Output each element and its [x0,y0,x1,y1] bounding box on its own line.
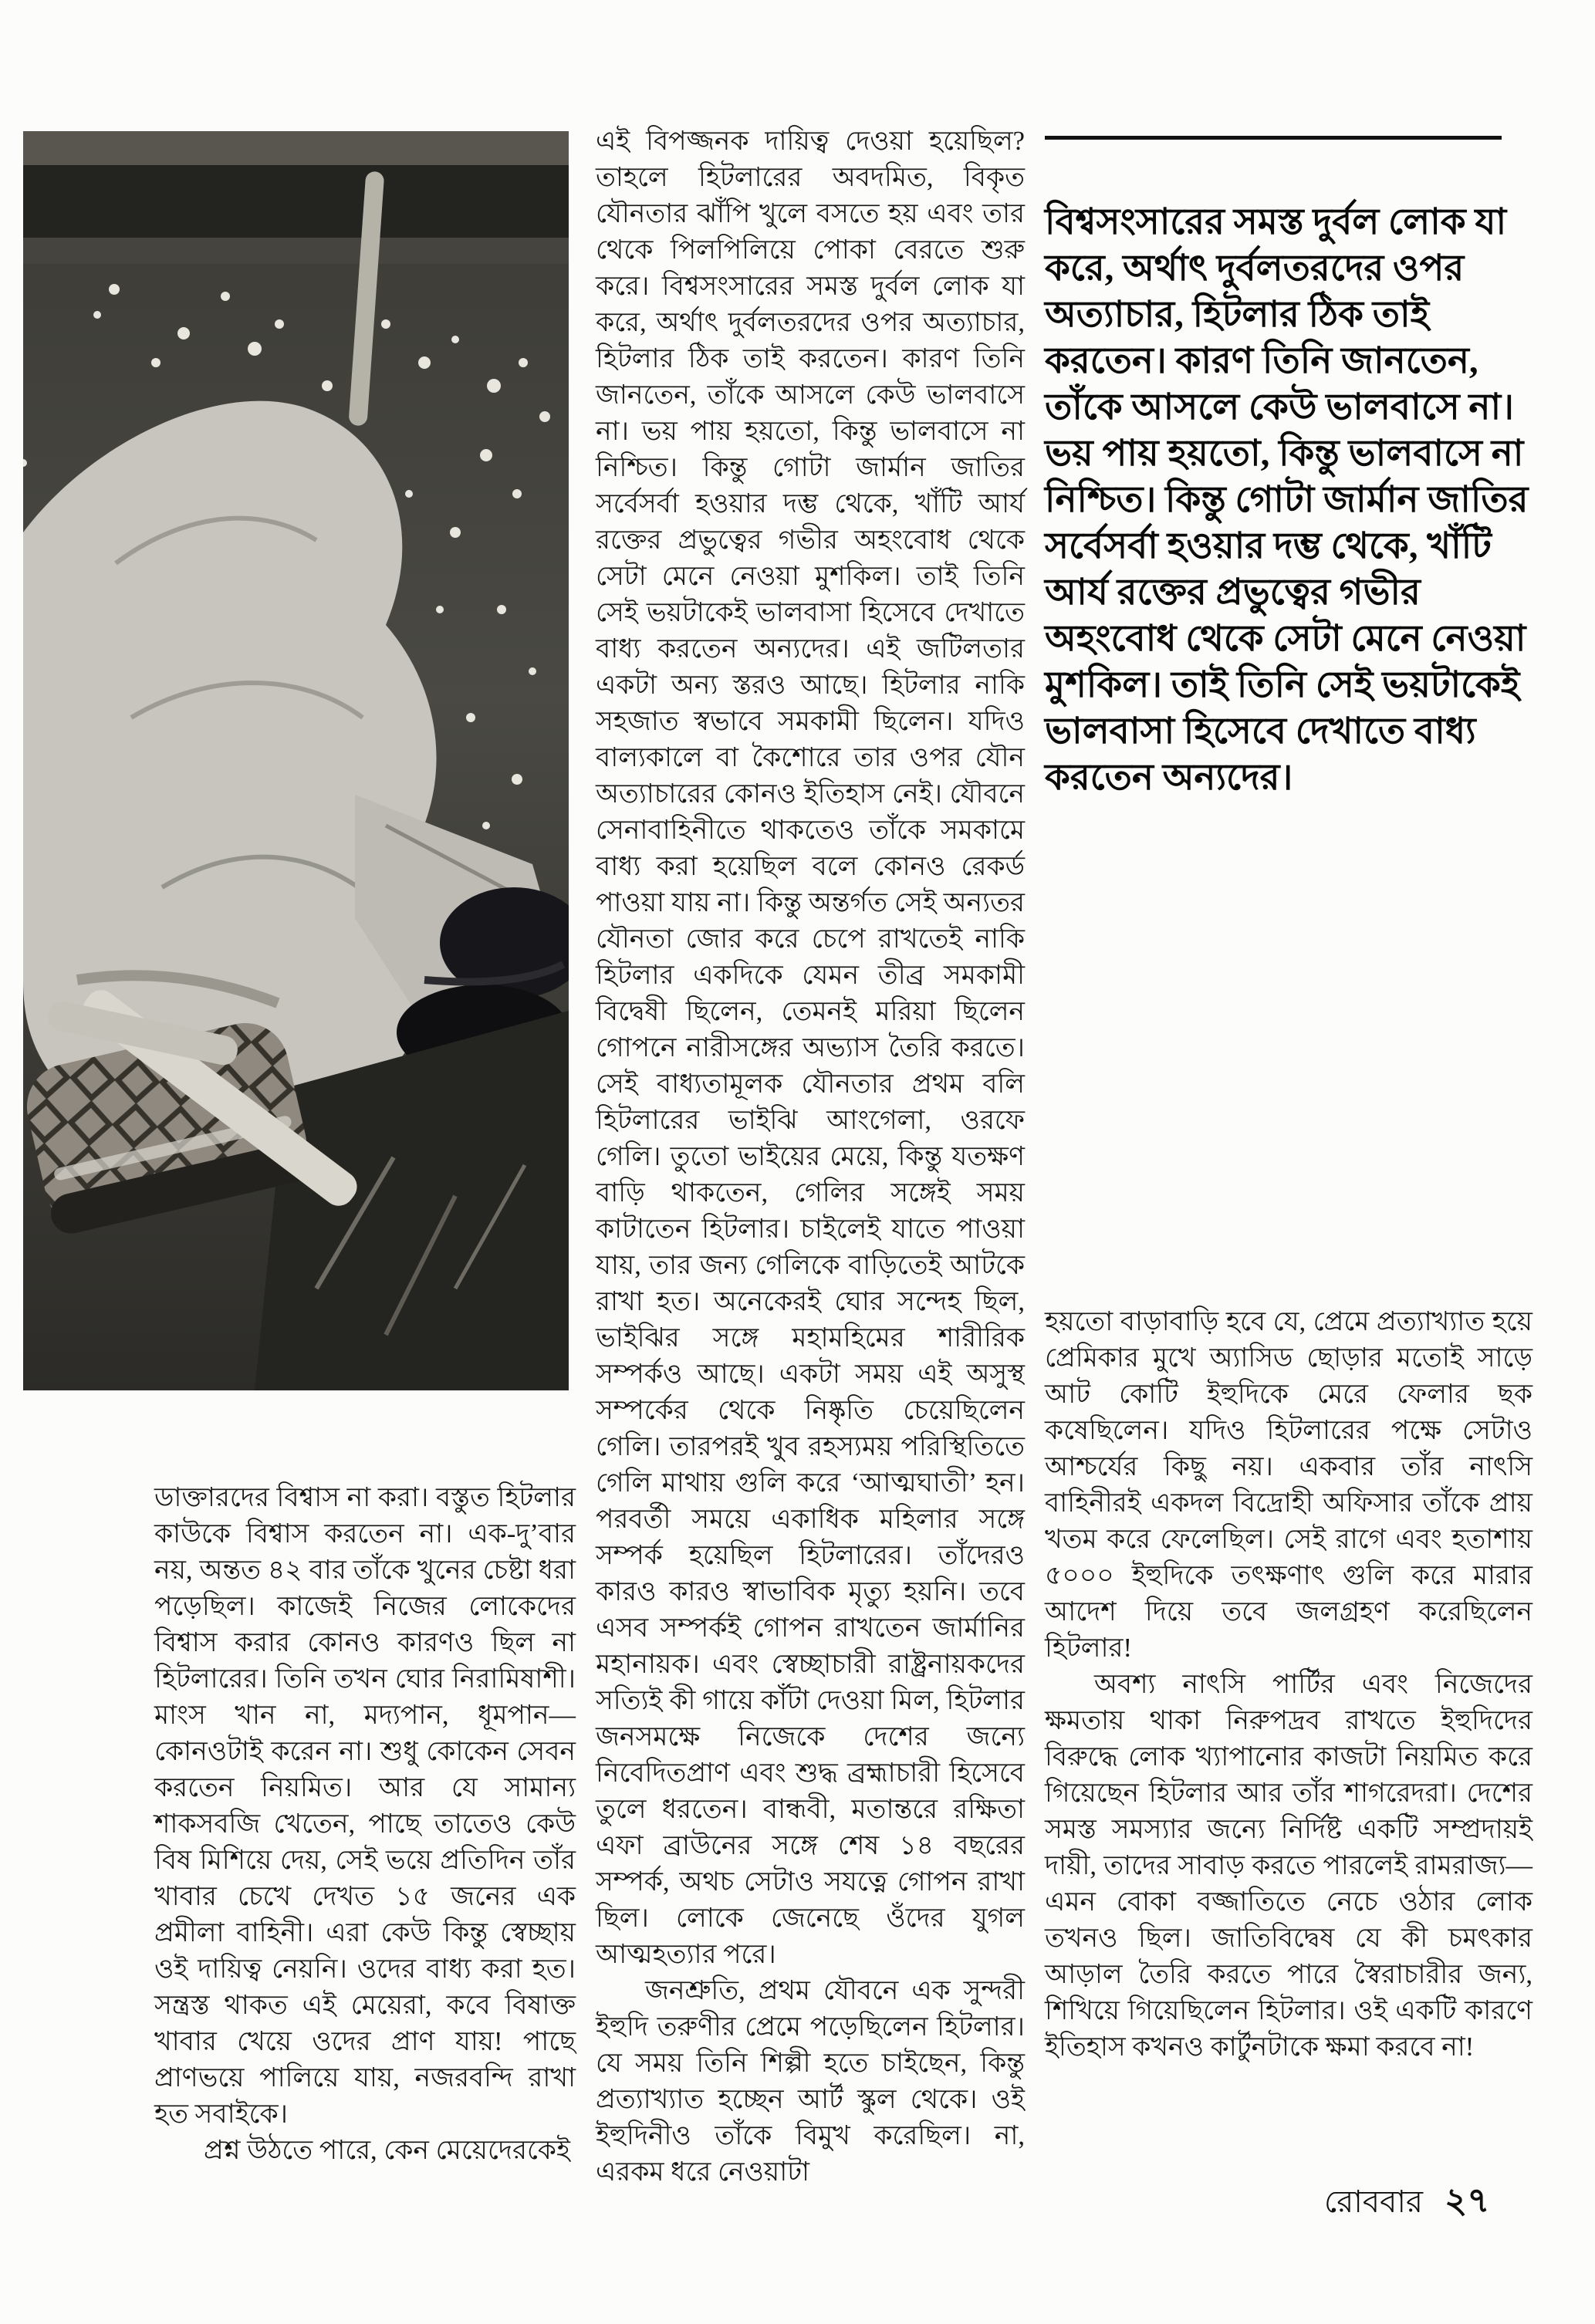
body-column-middle [596,123,1025,2191]
page-footer [1324,2174,1490,2232]
paragraph: জনশ্রুতি, প্রথম যৌবনে এক সুন্দরী ইহুদি তরুণীর প্রেমে পড়েছিলেন হিটলার। যে সময় তিনি শিল্পী হতে চাইছেন, কিন্তু প্রত্যাখ্যাত হচ্ছেন আর্ট স্কুল থেকে। ওই ইহুদিনীও তাঁকে বিমুখ করেছিল। না, এরকম ধরে নেওয়াটা [596,1976,1025,2187]
paragraph: হয়তো বাড়াবাড়ি হবে যে, প্রেমে প্রত্যাখ্যাত হয়ে প্রেমিকার মুখে অ্যাসিড ছোড়ার মতোই সাড়ে আট কোটি ইহুদিকে মেরে ফেলার ছক কষেছিলেন। যদিও হিটলারের পক্ষে সেটাও আশ্চর্যের কিছু নয়। একবার তাঁর নাৎসি বাহিনীরই একদল বিদ্রোহী অফিসার তাঁকে প্রায় খতম করে ফেলেছিল। সেই রাগে এবং হতাশায় ৫০০০ ইহুদিকে তৎক্ষণাৎ গুলি করে মারার আদেশ দিয়ে তবে জলগ্রহণ করেছিলেন হিটলার! [1045,1307,1533,1663]
body-column-left [154,1480,576,2169]
section-rule [1045,136,1502,140]
photo-illustration [23,131,569,1390]
paragraph: প্রশ্ন উঠতে পারে, কেন মেয়েদেরকেই [204,2136,570,2165]
body-column-right [1045,1304,1532,2066]
magazine-name: রোববার [1324,2184,1423,2219]
paragraph: অবশ্য নাৎসি পার্টির এবং নিজেদের ক্ষমতায় থাকা নিরুপদ্রব রাখতে ইহুদিদের বিরুদ্ধে লোক খ্যাপানোর কাজটা নিয়মিত করে গিয়েছেন হিটলার আর তাঁর শাগরেদরা। দেশের সমস্ত সমস্যার জন্যে নির্দিষ্ট একটি সম্প্রদায়ই দায়ী, তাদের সাবাড় করতে পারলেই রামরাজ্য— এমন বোকা বজ্জাতিতে নেচে ওঠার লোক তখনও ছিল। জাতিবিদ্বেষ যে কী চমৎকার আড়াল তৈরি করতে পারে স্বৈরাচারীর জন্য, শিখিয়ে গিয়েছিলেন হিটলার। ওই একটি কারণে ইতিহাস কখনও কার্টুনটাকে ক্ষমা করবে না! [1045,1670,1532,2062]
paragraph: ডাক্তারদের বিশ্বাস না করা। বস্তুত হিটলার কাউকে বিশ্বাস করতেন না। এক-দু’বার নয়, অন্তত ৪২ বার তাঁকে খুনের চেষ্টা ধরা পড়েছিল। কাজেই নিজের লোকেদের বিশ্বাস করার কোনও কারণও ছিল না হিটলারের। তিনি তখন ঘোর নিরামিষাশী। মাংস খান না, মদ্যপান, ধূমপান— কোনওটাই করেন না। শুধু কোকেন সেবন করতেন নিয়মিত। আর যে সামান্য শাকসবজি খেতেন, পাছে তাতেও কেউ বিষ মিশিয়ে দেয়, সেই ভয়ে প্রতিদিন তাঁর খাবার চেখে দেখত ১৫ জনের এক প্রমীলা বাহিনী। এরা কেউ কিন্তু স্বেচ্ছায় ওই দায়িত্ব নেয়নি। ওদের বাধ্য করা হত। সন্ত্রস্ত থাকত এই মেয়েরা, কবে বিষাক্ত খাবার খেয়ে ওদের প্রাণ যায়! পাছে প্রাণভয়ে পালিয়ে যায়, নজরবন্দি রাখা হত সবাইকে। [154,1483,576,2129]
pull-quote: বিশ্বসংসারের সমস্ত দুর্বল লোক যা করে, অর্থাৎ দুর্বলতরদের ওপর অত্যাচার, হিটলার ঠিক তাই করতেন। কারণ তিনি জানতেন, তাঁকে আসলে কেউ ভালবাসে না। ভয় পায় হয়তো, কিন্তু ভালবাসে না নিশ্চিত। কিন্তু গোটা জার্মান জাতির সর্বেসর্বা হওয়ার দম্ভ থেকে, খাঁটি আর্য রক্তের প্রভুত্বের গভীর অহংবোধ থেকে সেটা মেনে নেওয়া মুশকিল। তাই তিনি সেই ভয়টাকেই ভালবাসা হিসেবে দেখাতে বাধ্য করতেন অন্যদের। [1045,202,1529,798]
page-number: ২৭ [1444,2181,1490,2220]
paragraph: এই বিপজ্জনক দায়িত্ব দেওয়া হয়েছিল? তাহলে হিটলারের অবদমিত, বিকৃত যৌনতার ঝাঁপি খুলে বসতে হয় এবং তার থেকে পিলপিলিয়ে পোকা বেরতে শুরু করে। বিশ্বসংসারের সমস্ত দুর্বল লোক যা করে, অর্থাৎ দুর্বলতরদের ওপর অত্যাচার, হিটলার ঠিক তাই করতেন। কারণ তিনি জানতেন, তাঁকে আসলে কেউ ভালবাসে না। ভয় পায় হয়তো, কিন্তু ভালবাসে না নিশ্চিত। কিন্তু গোটা জার্মান জাতির সর্বেসর্বা হওয়ার দম্ভ থেকে, খাঁটি আর্য রক্তের প্রভুত্বের গভীর অহংবোধ থেকে সেটা মেনে নেওয়া মুশকিল। তাই তিনি সেই ভয়টাকেই ভালবাসা হিসেবে দেখাতে বাধ্য করতেন অন্যদের। এই জটিলতার একটা অন্য স্তরও আছে। হিটলার নাকি সহজাত স্বভাবে সমকামী ছিলেন। যদিও বাল্যকালে বা কৈশোরে তার ওপর যৌন অত্যাচারের কোনও ইতিহাস নেই। যৌবনে সেনাবাহিনীতে থাকতেও তাঁকে সমকামে বাধ্য করা হয়েছিল বলে কোনও রেকর্ড পাওয়া যায় না। কিন্তু অন্তর্গত সেই অন্যতর যৌনতা জোর করে চেপে রাখতেই নাকি হিটলার একদিকে যেমন তীব্র সমকামী বিদ্বেষী ছিলেন, তেমনই মরিয়া ছিলেন গোপনে নারীসঙ্গের অভ্যাস তৈরি করতে। সেই বাধ্যতামূলক যৌনতার প্রথম বলি হিটলারের ভাইঝি আংগেলা, ওরফে গেলি। তুতো ভাইয়ের মেয়ে, কিন্তু যতক্ষণ বাড়ি থাকতেন, গেলির সঙ্গেই সময় কাটাতেন হিটলার। চাইলেই যাতে পাওয়া যায়, তার জন্য গেলিকে বাড়িতেই আটকে রাখা হত। অনেকেরই ঘোর সন্দেহ ছিল, ভাইঝির সঙ্গে মহামহিমের শারীরিক সম্পর্কও আছে। একটা সময় এই অসুস্থ সম্পর্কের থেকে নিষ্কৃতি চেয়েছিলেন গেলি। তারপরই খুব রহস্যময় পরিস্থিতিতে গেলি মাথায় গুলি করে ‘আত্মঘাতী’ হন। পরবর্তী সময়ে একাধিক মহিলার সঙ্গে সম্পর্ক হয়েছিল হিটলারের। তাঁদেরও কারও কারও স্বাভাবিক মৃত্যু হয়নি। তবে এসব সম্পর্কই গোপন রাখতেন জার্মানির মহানায়ক। এবং স্বেচ্ছাচারী রাষ্ট্রনায়কদের সত্যিই কী গায়ে কাঁটা দেওয়া মিল, হিটলার জনসমক্ষে নিজেকে দেশের জন্যে নিবেদিতপ্রাণ এবং শুদ্ধ ব্রহ্মাচারী হিসেবে তুলে ধরতেন। বান্ধবী, মতান্তরে রক্ষিতা এফা ব্রাউনের সঙ্গে শেষ ১৪ বছরের সম্পর্ক, অথচ সেটাও সযত্নে গোপন রাখা ছিল। লোকে জেনেছে ওঁদের যুগল আত্মহত্যার পরে। [596,127,1025,1969]
article-photo [23,131,569,1390]
